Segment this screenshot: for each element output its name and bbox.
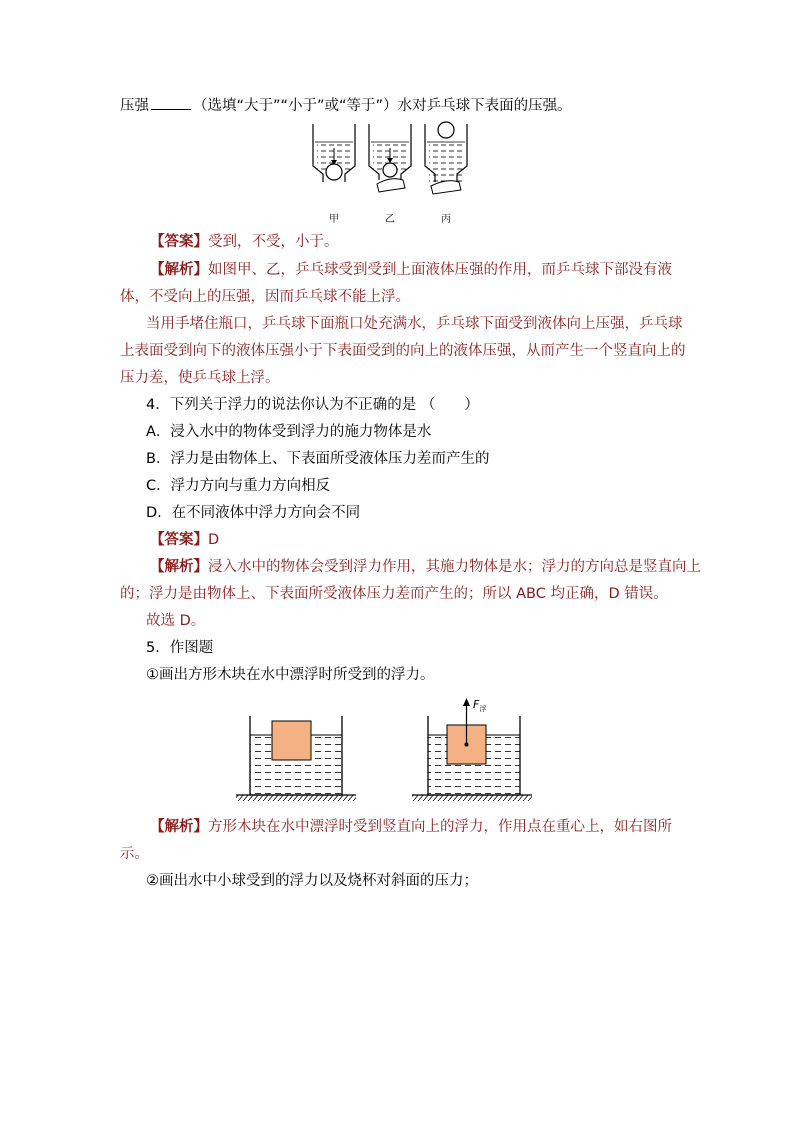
q3-analysis-line3: 当用手堵住瓶口，乒乓球下面瓶口处充满水，乒乓球下面受到液体向上压强，乒乓球 (146, 316, 683, 332)
beaker-left (236, 716, 356, 801)
analysis-text: 如图甲、乙，乒乓球受到受到上面液体压强的作用，而乒乓球下部没有液 (208, 262, 672, 278)
q3-analysis-line2: 体，不受向上的压强，因而乒乓球不能上浮。 (120, 289, 410, 305)
bottle-yi (369, 124, 411, 192)
q4-analysis-line3: 故选 D。 (146, 613, 206, 629)
q3-line-suffix: （选填“大于”“小于”或“等于”）水对乒乓球下表面的压强。 (193, 98, 572, 114)
q4-option-d: D．在不同液体中浮力方向会不同 (146, 505, 361, 521)
analysis-tag: 【解析】 (150, 262, 208, 278)
bottle-figure (305, 118, 485, 228)
q3-analysis-line4: 上表面受到向下的液体压强小于下表面受到的向上的液体压强，从而产生一个竖直向上的 (120, 343, 686, 359)
q5-sub1: ①画出方形木块在水中漂浮时所受到的浮力。 (146, 667, 435, 683)
q5-analysis-line1 (150, 817, 672, 837)
bottle-bing (425, 122, 467, 194)
answer-text: D (208, 532, 220, 548)
analysis-text: 方形木块在水中漂浮时受到竖直向上的浮力，作用点在重心上，如右图所 (208, 819, 672, 835)
answer-tag: 【答案】 (150, 532, 208, 548)
answer-text: 受到，不受，小于。 (208, 234, 339, 250)
force-label: $F_浮$ (473, 698, 487, 713)
q4-option-b: B．浮力是由物体上、下表面所受液体压力差而产生的 (146, 451, 490, 467)
q4-option-a: A．浸入水中的物体受到浮力的施力物体是水 (146, 424, 432, 440)
q5-sub2: ②画出水中小球受到的浮力以及烧杯对斜面的压力； (146, 873, 478, 889)
q5-analysis-line2: 示。 (120, 846, 149, 862)
q4-analysis-line2: 的；浮力是由物体上、下表面所受液体压力差而产生的；所以 ABC 均正确，D 错误。 (120, 586, 668, 602)
analysis-tag: 【解析】 (150, 559, 208, 575)
analysis-text: 浸入水中的物体会受到浮力作用，其施力物体是水；浮力的方向总是竖直向上 (208, 559, 701, 575)
q4-answer (150, 530, 219, 550)
beaker-figure (234, 692, 534, 807)
q3-analysis-line1 (150, 260, 672, 280)
q4-question: 4．下列关于浮力的说法你认为不正确的是 （ ） (146, 397, 479, 413)
analysis-tag: 【解析】 (150, 819, 208, 835)
q3-fill-line (120, 95, 572, 116)
q4-analysis-line1 (150, 557, 701, 577)
answer-blank (151, 95, 191, 110)
q3-answer (150, 232, 339, 252)
label-yi: 乙 (385, 214, 395, 225)
answer-tag: 【答案】 (150, 234, 208, 250)
beaker-right (412, 698, 532, 801)
wood-block-left (272, 721, 311, 760)
q3-line-prefix: 压强 (120, 98, 149, 114)
q5-title: 5．作图题 (146, 640, 214, 656)
label-bing: 丙 (441, 214, 451, 225)
q3-analysis-line5: 压力差，使乒乓球上浮。 (120, 370, 280, 386)
bottle-jia (313, 124, 355, 182)
label-jia: 甲 (329, 214, 339, 225)
q4-option-c: C．浮力方向与重力方向相反 (146, 478, 331, 494)
